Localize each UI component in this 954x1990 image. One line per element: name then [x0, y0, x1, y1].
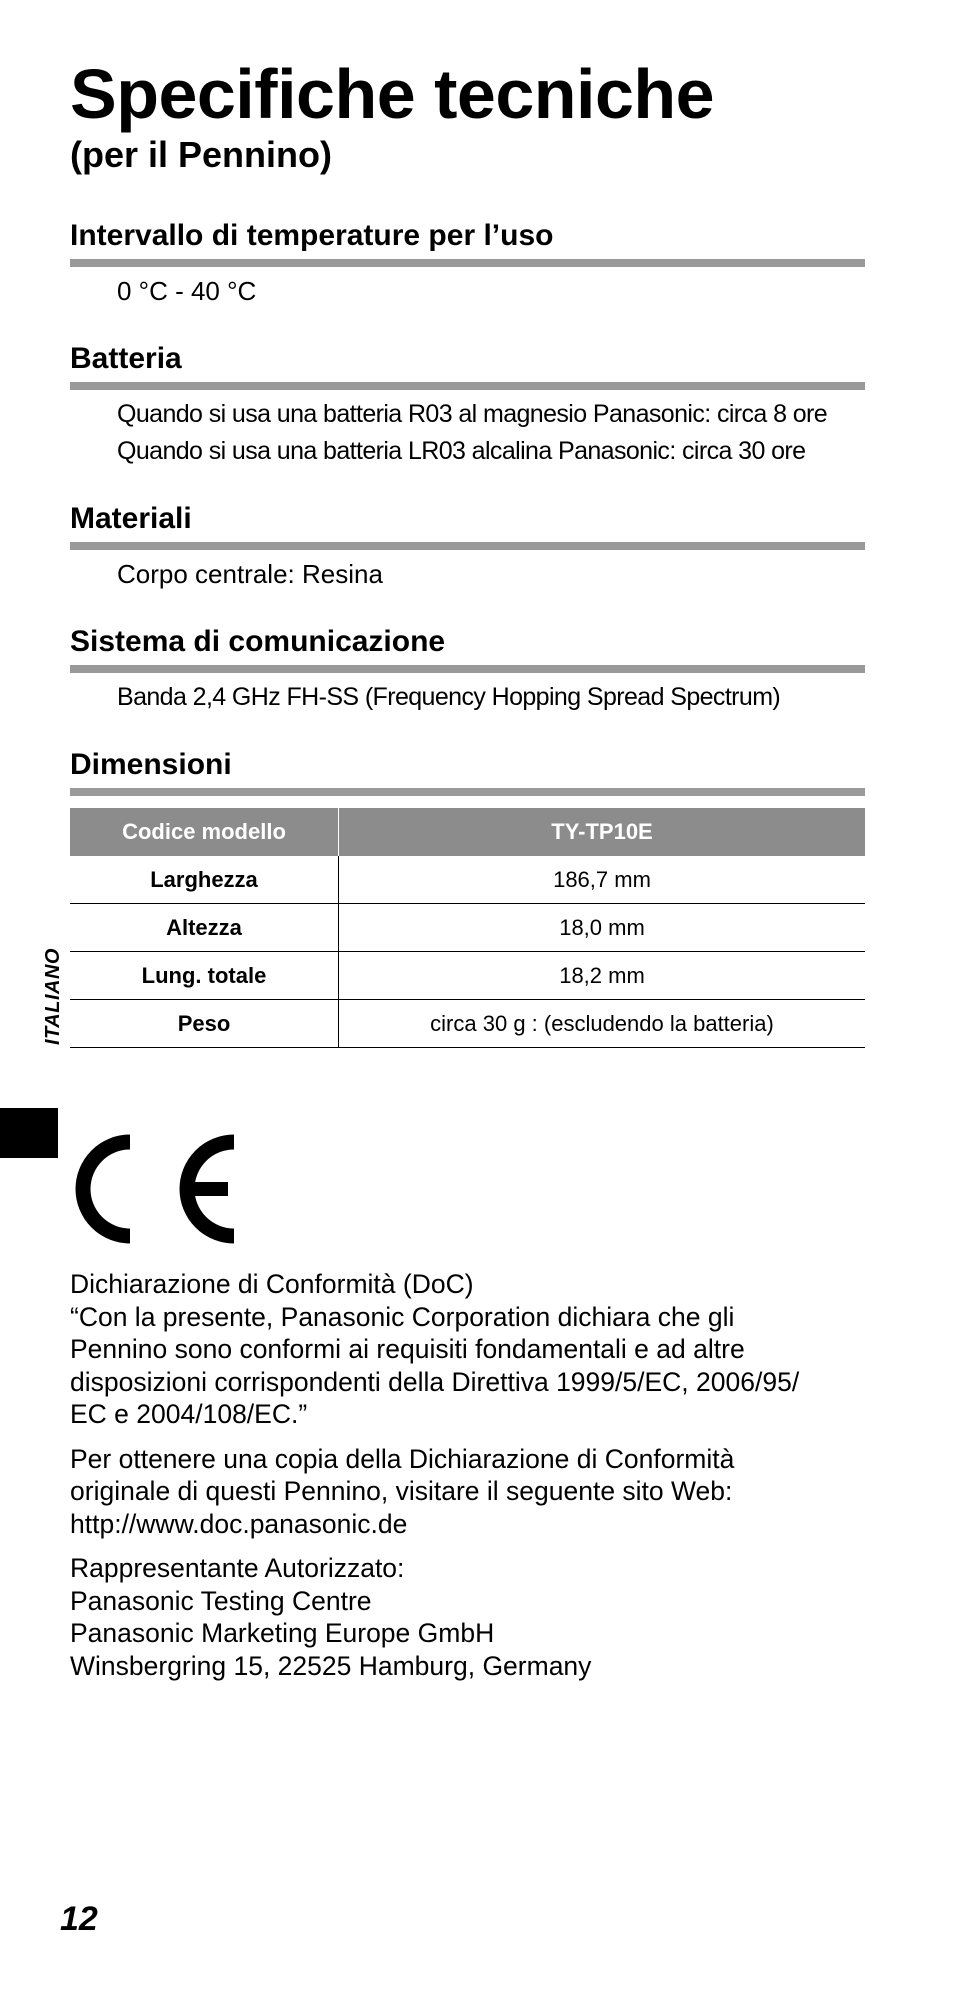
section-body-temperature [70, 267, 865, 310]
table-row [70, 1000, 865, 1048]
section-materials [70, 500, 865, 593]
table-header-model-code: Codice modello [70, 808, 339, 856]
table-row-value: 18,0 mm [339, 904, 866, 952]
dimensions-table [70, 808, 865, 1048]
section-temperature [70, 217, 865, 310]
section-communication [70, 623, 865, 716]
section-heading-dimensions: Dimensioni [70, 746, 865, 796]
specs-content [70, 55, 865, 1078]
page-subtitle: (per il Pennino) [70, 134, 333, 175]
declaration-paragraph-doc [70, 1268, 870, 1431]
table-row [70, 952, 865, 1000]
communication-line: Banda 2,4 GHz FH-SS (Frequency Hopping Spread Spectrum) [117, 683, 781, 711]
declaration-url: http://www.doc.panasonic.de [70, 1508, 408, 1539]
table-row-label: Altezza [70, 904, 339, 952]
declaration-line: Rappresentante Autorizzato: [70, 1553, 405, 1583]
declaration-block [70, 1268, 870, 1694]
battery-line-alkaline: Quando si usa una batteria LR03 alcalina Panasonic: circa 30 ore [117, 437, 806, 465]
table-row [70, 904, 865, 952]
section-heading-temperature: Intervallo di temperature per l’uso [70, 217, 865, 267]
section-body-communication [70, 673, 865, 716]
declaration-line: Per ottenere una copia della Dichiarazione di Conformità [70, 1443, 735, 1474]
table-row-label: Peso [70, 1000, 339, 1048]
page-number: 12 [60, 1900, 98, 1938]
table-header-model-name: TY-TP10E [339, 808, 866, 856]
table-row [70, 856, 865, 904]
table-header-row [70, 808, 865, 856]
section-body-battery [70, 390, 865, 470]
declaration-paragraph-representative [70, 1552, 870, 1682]
declaration-line: Pennino sono conformi ai requisiti fondamentali e ad altre [70, 1334, 745, 1364]
declaration-paragraph-copy [70, 1443, 870, 1541]
declaration-line: Panasonic Testing Centre [70, 1585, 372, 1616]
declaration-line: EC e 2004/108/EC.” [70, 1399, 308, 1429]
declaration-line: Winsbergring 15, 22525 Hamburg, Germany [70, 1650, 592, 1681]
page-title: Specifiche tecniche [70, 55, 715, 133]
battery-line-magnesium: Quando si usa una batteria R03 al magnesio Panasonic: circa 8 ore [117, 400, 828, 428]
temperature-range: 0 °C - 40 °C [117, 276, 257, 306]
table-row-value: 18,2 mm [339, 952, 866, 1000]
materials-line: Corpo centrale: Resina [117, 559, 383, 589]
table-row-value: 186,7 mm [339, 856, 866, 904]
declaration-line: Dichiarazione di Conformità (DoC) [70, 1269, 474, 1299]
section-heading-battery: Batteria [70, 340, 865, 390]
table-row-value: circa 30 g : (escludendo la batteria) [339, 1000, 866, 1048]
declaration-line: originale di questi Pennino, visitare il seguente sito Web: [70, 1476, 733, 1506]
language-tab-marker [0, 1108, 58, 1158]
ce-mark-icon [68, 1128, 238, 1250]
language-label: ITALIANO [42, 948, 64, 1045]
section-heading-communication: Sistema di comunicazione [70, 623, 865, 673]
table-row-label: Larghezza [70, 856, 339, 904]
declaration-line: disposizioni corrispondenti della Direttiva 1999/5/EC, 2006/95/ [70, 1366, 800, 1397]
declaration-line: Panasonic Marketing Europe GmbH [70, 1618, 495, 1648]
section-heading-materials: Materiali [70, 500, 865, 550]
section-dimensions [70, 746, 865, 1048]
table-row-label: Lung. totale [70, 952, 339, 1000]
section-body-materials [70, 550, 865, 593]
section-battery [70, 340, 865, 470]
declaration-line: “Con la presente, Panasonic Corporation dichiara che gli [70, 1301, 735, 1332]
